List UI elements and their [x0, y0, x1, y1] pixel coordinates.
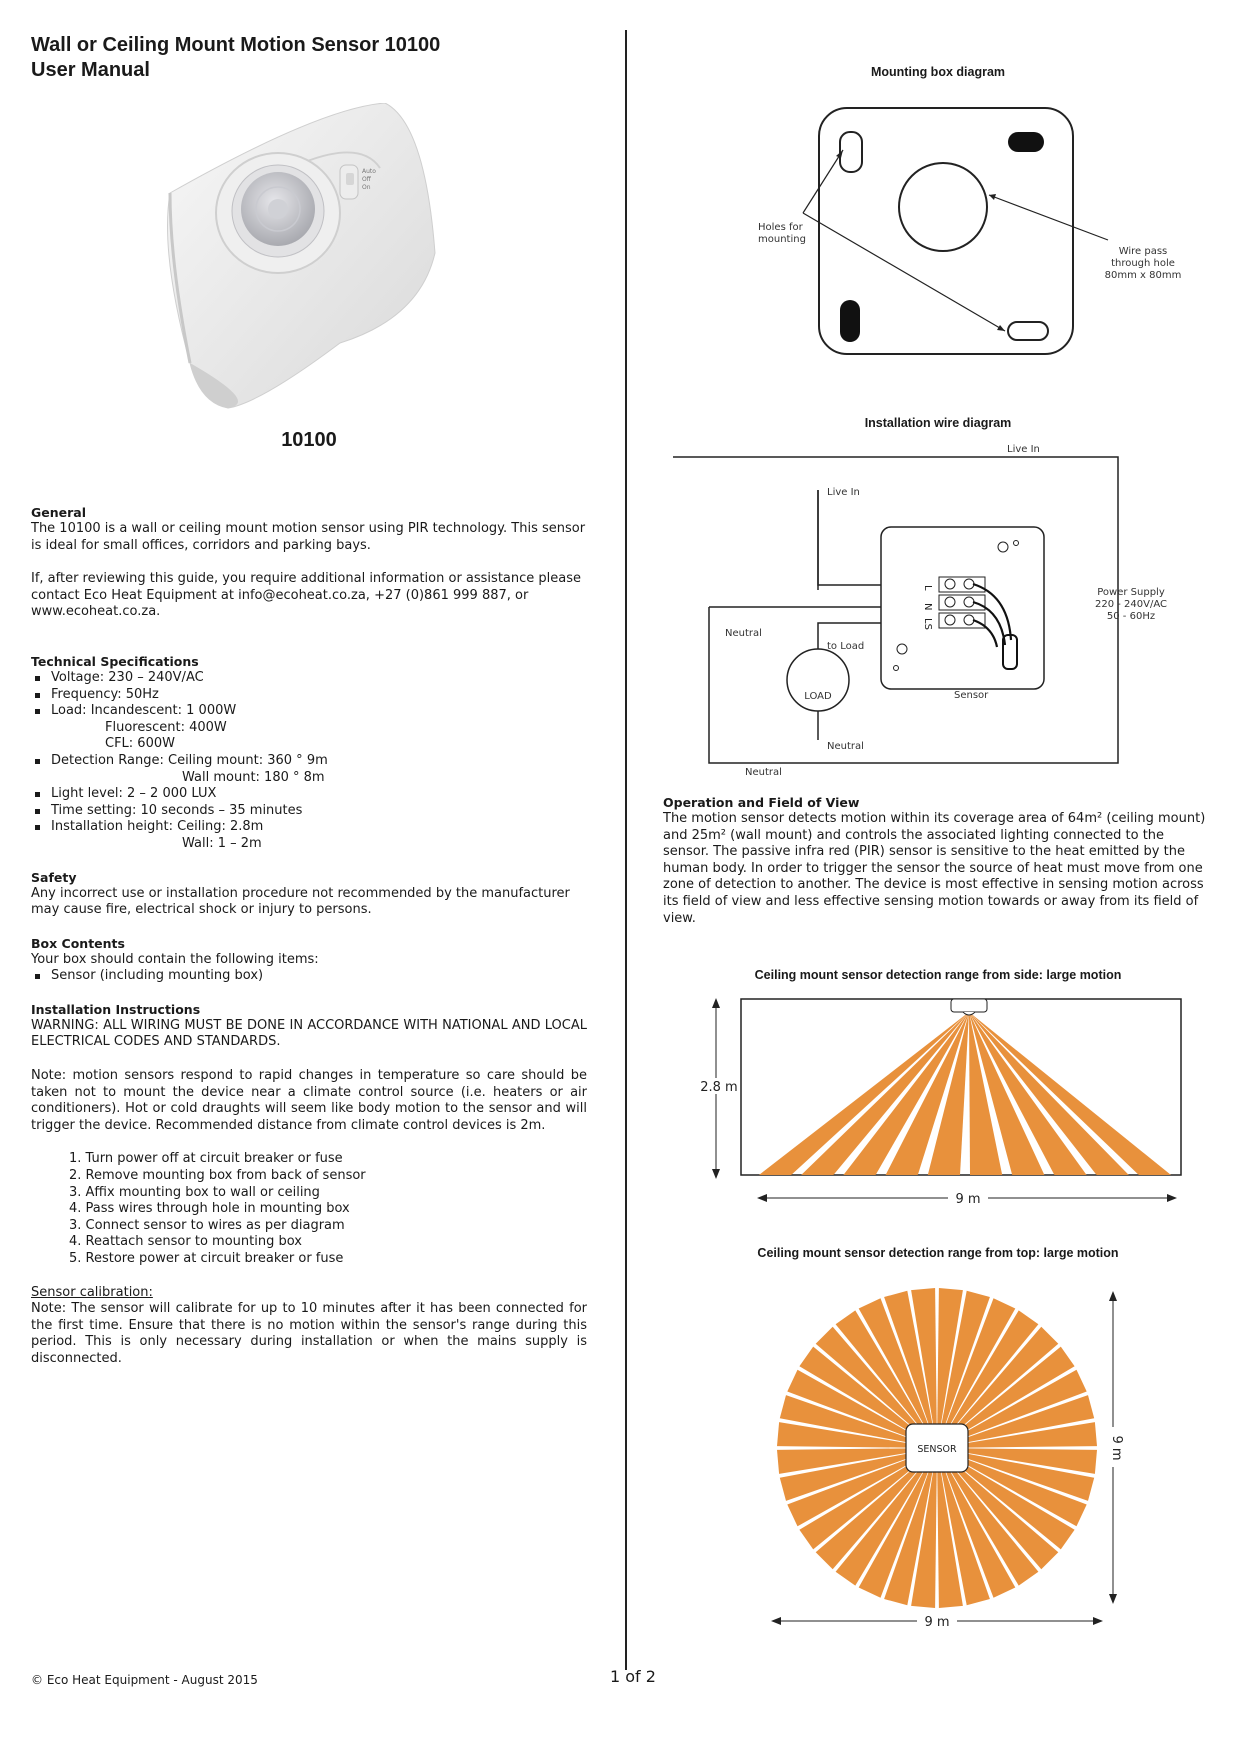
- safety-text: Any incorrect use or installation procedure not recommended by the manufacturer may cause fire, electrical shock or injury to persons.: [31, 885, 570, 918]
- general-paragraph-2: If, after reviewing this guide, you require additional information or assistance please contact Eco Heat Equipment at info@ecoheat.co.za, +27 (0)861 999 887, or www.ecoheat.co.za.: [31, 571, 581, 620]
- side-diagram-caption: Ceiling mount sensor detection range from side: large motion: [754, 968, 1122, 982]
- top-width-label: 9 m: [924, 1615, 950, 1630]
- left-body: [31, 505, 587, 1368]
- install-heading: Installation Instructions: [31, 1001, 201, 1017]
- live-in-top-label: Live In: [1007, 444, 1040, 455]
- spec-detection: Detection Range: Ceiling mount: 360 ° 9m: [31, 753, 587, 770]
- wire-label-1: Wire pass: [1118, 246, 1168, 257]
- title-line-2: User Manual: [31, 59, 150, 81]
- operation-text: The motion sensor detects motion within its coverage area of 64m² (ceiling mount) and 25m² (wall mount) and controls the associated lighting connected to the sensor. The passive infra red (PIR) sensor is sensitive to the heat emitted by the human body. In order to trigger the sensor the source of heat must move from one zone of detection to another. The device is most effective in sensing motion across its field of view and less effective sensing motion towards or away from its field of view.: [663, 811, 1206, 926]
- installation-wire-diagram: [663, 435, 1213, 785]
- box-text: Your box should contain the following items:: [31, 951, 319, 967]
- wire-diagram-caption: Installation wire diagram: [864, 416, 1012, 430]
- specs-list: [31, 670, 587, 853]
- holes-label-2: mounting: [758, 234, 806, 245]
- power-supply-label-1: Power Supply: [1097, 587, 1165, 598]
- step-item: 3. Connect sensor to wires as per diagram: [69, 1217, 345, 1233]
- safety-heading: Safety: [31, 869, 77, 885]
- to-load-label: to Load: [827, 641, 865, 652]
- switch-label-off: Off: [362, 176, 371, 183]
- top-detection-diagram: [663, 1265, 1213, 1640]
- step-item: 5. Restore power at circuit breaker or fuse: [69, 1251, 344, 1266]
- left-column: [31, 33, 587, 83]
- mounting-hole-bottom-right: [1008, 322, 1048, 340]
- side-detection-diagram: [663, 990, 1213, 1215]
- spec-light: Light level: 2 – 2 000 LUX: [31, 786, 587, 803]
- spec-voltage: Voltage: 230 – 240V/AC: [31, 670, 587, 687]
- side-height-label: 2.8 m: [700, 1080, 738, 1095]
- top-diagram-caption: Ceiling mount sensor detection range from top: large motion: [757, 1246, 1119, 1260]
- wire-pass-hole: [899, 163, 987, 251]
- calibration-text: Note: The sensor will calibrate for up to 10 minutes after it has been connected for the first time. Ensure that there is no motion within the sensor's range during this period. This is only necessary during installation or when the mains supply is disconnected.: [31, 1301, 587, 1366]
- general-heading: General: [31, 505, 86, 520]
- footer-copyright: © Eco Heat Equipment - August 2015: [31, 1673, 258, 1687]
- spec-load: Load: Incandescent: 1 000W: [31, 703, 587, 720]
- mounting-diagram-caption: Mounting box diagram: [870, 65, 1006, 79]
- mounting-hole-bottom-left: [840, 300, 860, 342]
- load-label: LOAD: [804, 691, 832, 702]
- spec-load-cfl: CFL: 600W: [105, 736, 175, 752]
- box-item: Sensor (including mounting box): [31, 968, 587, 985]
- top-sensor-label: SENSOR: [917, 1444, 957, 1455]
- spec-frequency: Frequency: 50Hz: [31, 687, 587, 704]
- side-width-label: 9 m: [955, 1192, 981, 1207]
- operation-heading: Operation and Field of View: [663, 795, 860, 810]
- step-item: 4. Reattach sensor to mounting box: [69, 1234, 302, 1250]
- operation-section: [663, 795, 1213, 927]
- side-sensor: [951, 999, 987, 1012]
- box-heading: Box Contents: [31, 935, 125, 951]
- spec-detection-wall: Wall mount: 180 ° 8m: [182, 769, 325, 785]
- title-line-1: Wall or Ceiling Mount Motion Sensor 10100: [31, 34, 441, 56]
- calibration-heading: Sensor calibration:: [31, 1284, 153, 1300]
- wire-label-2: through hole: [1111, 258, 1175, 269]
- spec-time: Time setting: 10 seconds – 35 minutes: [31, 803, 587, 820]
- neutral-left-label: Neutral: [725, 628, 762, 639]
- top-height-label: 9 m: [1109, 1435, 1124, 1461]
- product-photo: [150, 103, 442, 419]
- install-warning: WARNING: ALL WIRING MUST BE DONE IN ACCORDANCE WITH NATIONAL AND LOCAL ELECTRICAL CODES AND STANDARDS.: [31, 1017, 587, 1050]
- mounting-hole-top-right: [1008, 132, 1044, 152]
- install-note: Note: motion sensors respond to rapid changes in temperature so care should be taken not to mount the device near a climate control source (i.e. heaters or air conditioners). Hot or cold draughts will seem like body motion to the sensor and will trigger the device. Recommended distance from climate control devices is 2m.: [31, 1068, 587, 1133]
- step-item: 4. Pass wires through hole in mounting box: [69, 1201, 350, 1217]
- terminal-l: L: [922, 585, 933, 591]
- switch-label-auto: Auto: [362, 168, 376, 175]
- sensor-label: Sensor: [954, 690, 989, 701]
- step-item: 2. Remove mounting box from back of sensor: [69, 1168, 366, 1184]
- spec-load-fluorescent: Fluorescent: 400W: [105, 719, 227, 735]
- terminal-n: N: [922, 603, 933, 611]
- install-steps: [31, 1151, 587, 1267]
- neutral-mid-label: Neutral: [827, 741, 864, 752]
- power-supply-label-2: 220 - 240V/AC: [1095, 599, 1167, 610]
- live-in-label: Live In: [827, 487, 860, 498]
- spec-height: Installation height: Ceiling: 2.8m: [31, 819, 587, 836]
- step-item: 1. Turn power off at circuit breaker or fuse: [69, 1151, 343, 1167]
- holes-label-1: Holes for: [758, 222, 803, 233]
- wire-label-3: 80mm x 80mm: [1104, 270, 1182, 281]
- power-supply-label-3: 50 - 60Hz: [1106, 611, 1156, 622]
- switch-label-on: On: [362, 184, 371, 191]
- page-number: 1 of 2: [610, 1667, 656, 1686]
- general-paragraph-1: The 10100 is a wall or ceiling mount motion sensor using PIR technology. This sensor is ideal for small offices, corridors and parking bays.: [31, 521, 586, 553]
- mounting-box-diagram: [663, 90, 1213, 370]
- mounting-hole-top-left: [840, 132, 862, 172]
- terminal-ls: LS: [922, 618, 933, 630]
- spec-height-wall: Wall: 1 – 2m: [182, 835, 262, 851]
- step-item: 3. Affix mounting box to wall or ceiling: [69, 1184, 320, 1200]
- column-divider: [625, 30, 627, 1670]
- document-title: [31, 33, 587, 83]
- model-number: 10100: [281, 429, 337, 451]
- specs-heading: Technical Specifications: [31, 653, 199, 669]
- neutral-bottom-label: Neutral: [745, 767, 782, 778]
